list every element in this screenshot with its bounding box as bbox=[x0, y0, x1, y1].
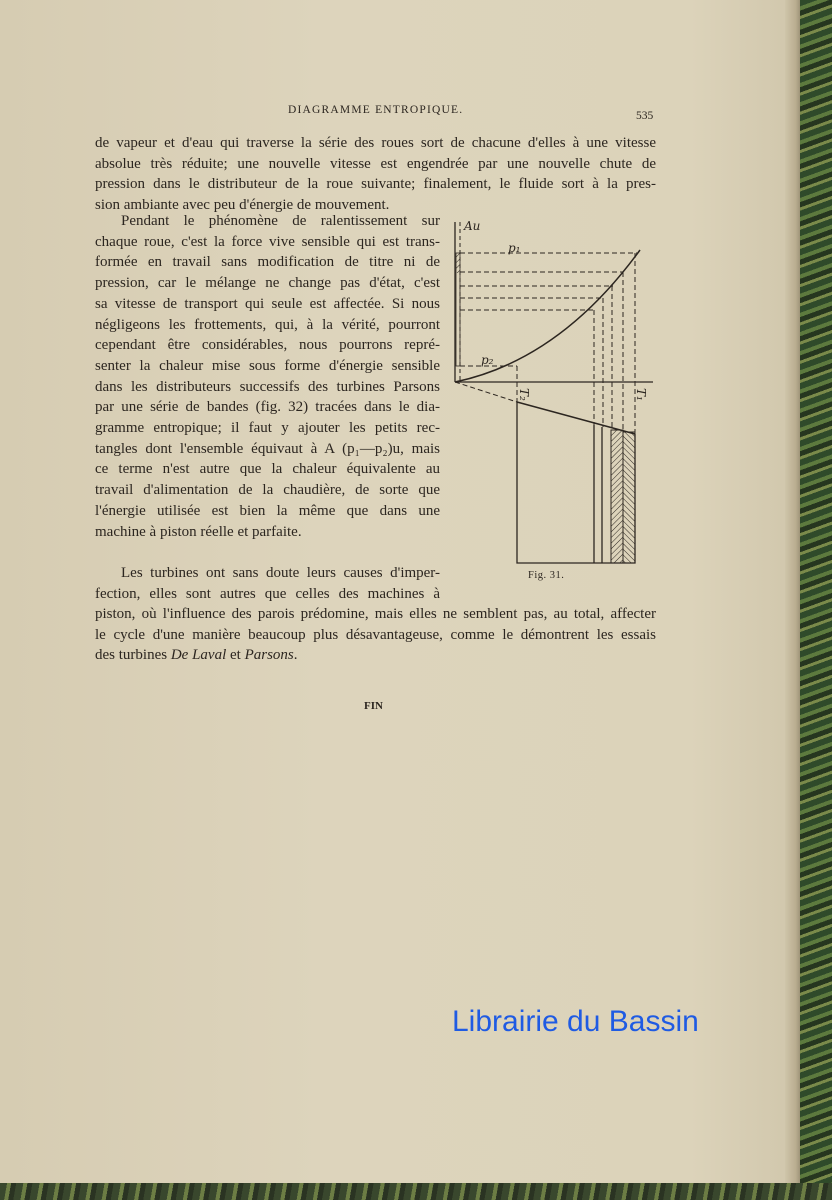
end-mark: FIN bbox=[364, 700, 383, 712]
text-line: formée en travail sans modification de titre ni de bbox=[95, 254, 440, 271]
label-p1: p₁ bbox=[508, 241, 521, 255]
figure-caption: Fig. 31. bbox=[528, 570, 565, 581]
text-line: machine à piston réelle et parfaite. bbox=[95, 523, 302, 540]
text-line: de vapeur et d'eau qui traverse la série des roues sort de chacune d'elles à une vitesse bbox=[95, 135, 656, 151]
text-line: sa vitesse de transport qui seule est affectée. Si nous bbox=[95, 295, 440, 312]
text-line: le cycle d'une manière beaucoup plus désavantageuse, comme le démontrent les essais bbox=[95, 626, 656, 643]
running-title: DIAGRAMME ENTROPIQUE. bbox=[288, 104, 464, 116]
text-line: cependant être considérables, nous pourrons repré- bbox=[95, 337, 440, 354]
text-line: senter la chaleur mise sous forme d'énergie sensible bbox=[95, 357, 440, 374]
page-number: 535 bbox=[636, 110, 654, 122]
text: . bbox=[293, 647, 298, 664]
text-line: pression, car le mélange ne change pas d'état, c'est bbox=[95, 275, 440, 292]
italic-name: Parsons bbox=[244, 647, 294, 664]
text-line: négligeons les frottements, qui, à la vérité, pourront bbox=[95, 316, 440, 333]
text-line: dans les distributeurs successifs des turbines Parsons bbox=[95, 378, 440, 395]
watermark: Librairie du Bassin bbox=[452, 1005, 699, 1038]
label-t1: T₁ bbox=[634, 388, 648, 401]
label-t2: T₂ bbox=[517, 388, 531, 401]
text-line: tangles dont l'ensemble équivaut à A (p₁—p₂)u, mais bbox=[95, 440, 440, 457]
text-line: gramme entropique; il faut y ajouter les petits rec- bbox=[95, 420, 440, 437]
text-line: pression dans le distributeur de la roue suivante; finalement, le fluide sort à la pres- bbox=[95, 176, 656, 193]
text-line: par une série de bandes (fig. 32) tracées dans le dia- bbox=[95, 399, 440, 416]
text: des turbines bbox=[95, 647, 171, 664]
text-line: Pendant le phénomène de ralentissement sur bbox=[121, 213, 440, 229]
text-line: piston, où l'influence des parois prédomine, mais elles ne semblent pas, au total, affecter bbox=[95, 606, 656, 622]
text-line: l'énergie utilisée est bien la même que dans une bbox=[95, 502, 440, 519]
label-p2: p₂ bbox=[481, 353, 494, 367]
text-line: sion ambiante avec peu d'énergie de mouvement. bbox=[95, 197, 390, 214]
text-line: ce terme n'est autre que la chaleur équivalente au bbox=[95, 461, 440, 478]
text-line: Les turbines ont sans doute leurs causes d'imper- bbox=[121, 565, 440, 581]
text-line: fection, elles sont autres que celles des machines à bbox=[95, 585, 440, 602]
text: et bbox=[226, 647, 245, 664]
text-line: chaque roue, c'est la force vive sensible qui est trans- bbox=[95, 233, 440, 250]
italic-name: De Laval bbox=[170, 647, 227, 664]
axis-label-au: Au bbox=[464, 219, 481, 233]
text-line: travail d'alimentation de la chaudière, de sorte que bbox=[95, 482, 440, 499]
text-line: absolue très réduite; une nouvelle vitesse est engendrée par une nouvelle chute de bbox=[95, 155, 656, 172]
